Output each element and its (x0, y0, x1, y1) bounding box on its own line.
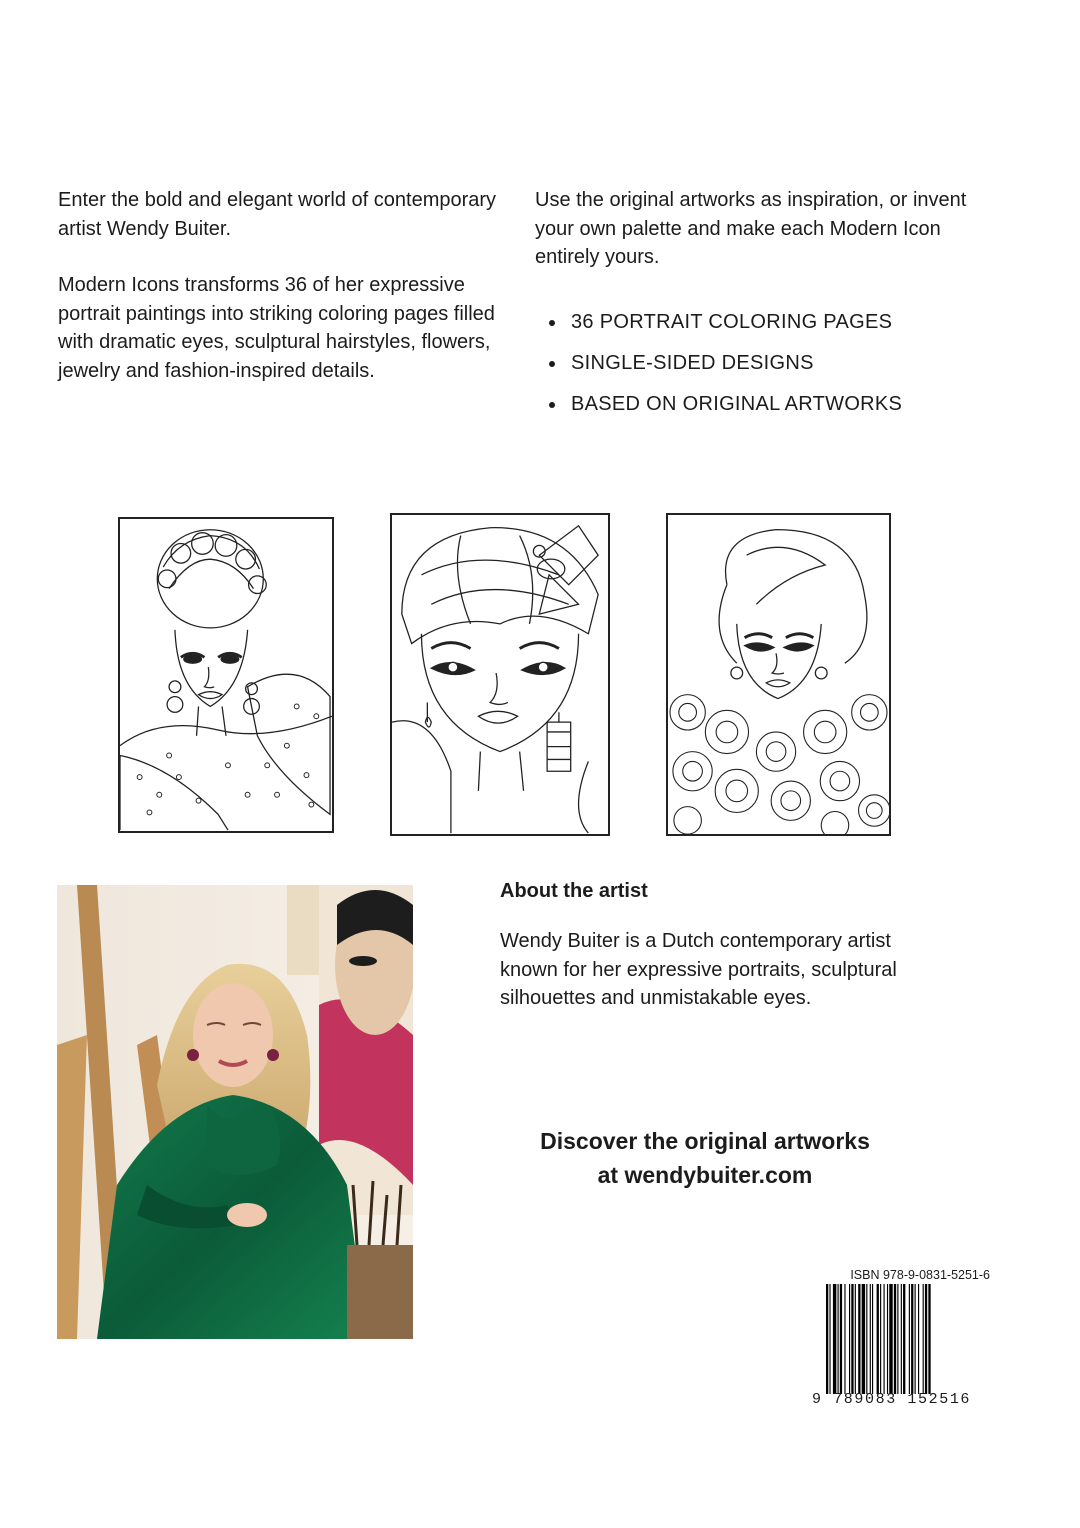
barcode-bar (909, 1284, 910, 1394)
portrait-turban-bee-icon (392, 515, 608, 834)
intro-paragraph-2: Modern Icons transforms 36 of her expressive portrait paintings into striking coloring pages filled with dramatic eyes, sculptural hairstyles, flowers, jewelry and fashion-inspired details. (58, 274, 495, 382)
portrait-roses-icon (668, 515, 889, 834)
barcode-bar (855, 1284, 856, 1394)
barcode-bar (870, 1284, 871, 1394)
barcode-bar (897, 1284, 898, 1394)
barcode-bar (858, 1284, 860, 1394)
artist-portrait-image (57, 885, 413, 1339)
barcode-bar (844, 1284, 845, 1394)
about-section (500, 880, 940, 1013)
barcode-bar (894, 1284, 896, 1394)
artist-photo (57, 885, 413, 1339)
barcode-number: 9 789083 152516 (812, 1391, 972, 1408)
discover-callout (480, 1124, 930, 1192)
coloring-page-thumbnail-turban (390, 513, 610, 836)
barcode-bar (887, 1284, 888, 1394)
barcode-bar (928, 1284, 930, 1394)
coloring-page-thumbnail-roses (666, 513, 891, 836)
barcode-bar (829, 1284, 830, 1394)
barcode-bar (840, 1284, 842, 1394)
about-title: About the artist (500, 880, 648, 902)
discover-line-1: Discover the original artworks (540, 1128, 870, 1154)
portrait-braided-crown-icon (120, 519, 332, 831)
barcode-bar (923, 1284, 924, 1394)
inspiration-paragraph: Use the original artworks as inspiration, or invent your own palette and make each Modern Icon entirely yours. (535, 189, 967, 268)
isbn-barcode (812, 1267, 990, 1415)
feature-item: BASED ON ORIGINAL ARTWORKS (549, 384, 1005, 425)
barcode-bars (826, 1284, 986, 1394)
barcode-bar (833, 1284, 836, 1394)
barcode-bar (826, 1284, 828, 1394)
barcode-bar (851, 1284, 853, 1394)
coloring-page-thumbnail-braids (118, 517, 334, 833)
feature-item: 36 PORTRAIT COLORING PAGES (549, 302, 1005, 343)
about-text: Wendy Buiter is a Dutch contemporary artist known for her expressive portraits, sculptural silhouettes and unmistakable eyes. (500, 930, 897, 1009)
discover-line-2: at wendybuiter.com (597, 1162, 813, 1188)
barcode-bar (903, 1284, 905, 1394)
barcode-bar (880, 1284, 881, 1394)
barcode-bar (862, 1284, 865, 1394)
barcode-bar (889, 1284, 892, 1394)
barcode-bar (872, 1284, 873, 1394)
barcode-bar (866, 1284, 867, 1394)
barcode-bar (915, 1284, 916, 1394)
barcode-bar (901, 1284, 902, 1394)
feature-item: SINGLE-SIDED DESIGNS (549, 343, 1005, 384)
right-column (535, 186, 1005, 425)
intro-text (58, 186, 498, 385)
barcode-bar (911, 1284, 913, 1394)
barcode-bar (884, 1284, 885, 1394)
barcode-bar (925, 1284, 927, 1394)
barcode-bar (838, 1284, 839, 1394)
feature-list (549, 302, 1005, 425)
barcode-bar (918, 1284, 919, 1394)
barcode-bar (849, 1284, 850, 1394)
barcode-bar (877, 1284, 879, 1394)
intro-paragraph-1: Enter the bold and elegant world of contemporary artist Wendy Buiter. (58, 189, 497, 240)
isbn-label: ISBN 978-9-0831-5251-6 (850, 1268, 990, 1282)
